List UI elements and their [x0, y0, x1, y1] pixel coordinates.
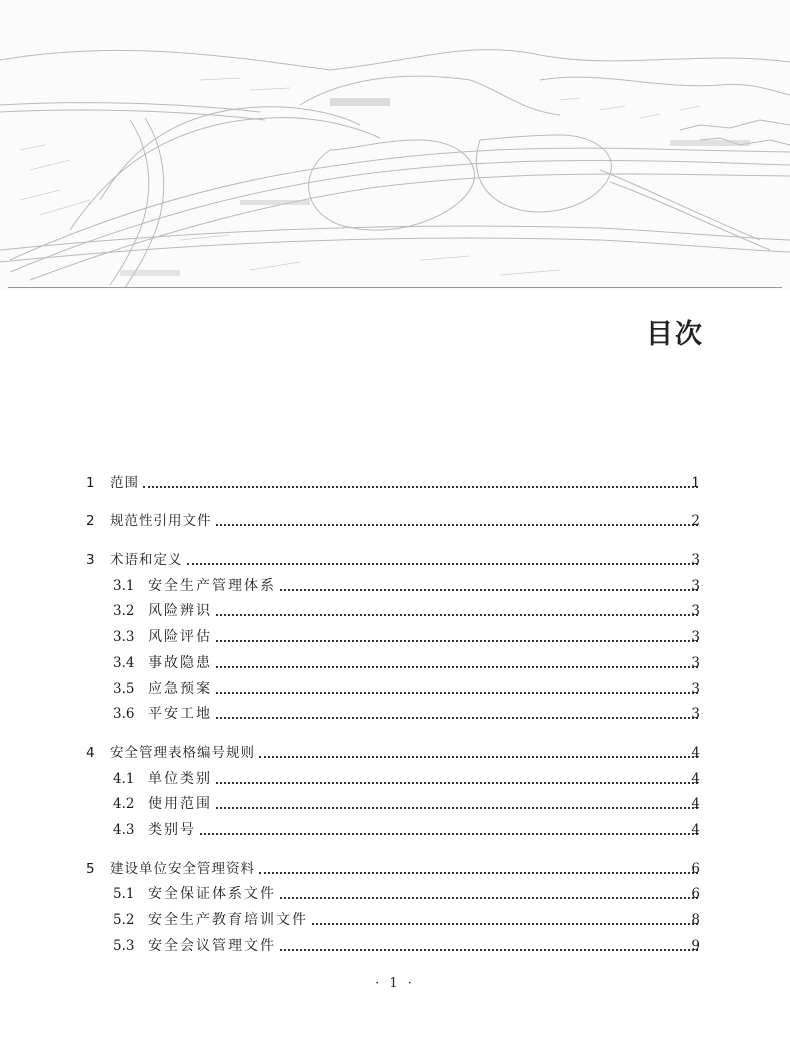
toc-entry-number: 5.2: [113, 912, 135, 928]
toc-entry-label: 使用范围: [148, 795, 216, 813]
banner-bottom-edge: [8, 287, 782, 288]
toc-entry-label: 规范性引用文件: [110, 512, 216, 530]
toc-entry-title-line: [110, 551, 698, 569]
toc-entry-page-number: 2: [691, 513, 700, 530]
toc-entry-title-line: [148, 937, 698, 955]
toc-entry-label: 风险辨识: [148, 602, 216, 620]
toc-entry-label: 单位类别: [148, 770, 216, 788]
toc-section-group: [0, 852, 790, 955]
toc-entry-label: 安全管理表格编号规则: [110, 744, 259, 762]
toc-entry-label: 安全会议管理文件: [148, 937, 280, 955]
toc-entry-page-number: 9: [691, 937, 700, 954]
toc-entry-title-line: [148, 680, 698, 698]
toc-subsection-entry[interactable]: [0, 903, 790, 929]
toc-section-entry[interactable]: [0, 505, 790, 531]
toc-entry-title-line: [110, 744, 698, 762]
toc-entry-number: 4: [86, 744, 95, 761]
table-of-contents: [0, 466, 790, 968]
toc-entry-number: 4.2: [113, 796, 135, 813]
toc-section-group: [0, 543, 790, 723]
toc-entry-page-number: 8: [691, 912, 700, 928]
toc-subsection-entry[interactable]: [0, 672, 790, 698]
toc-entry-number: 3.4: [113, 654, 135, 671]
toc-section-entry[interactable]: [0, 543, 790, 569]
toc-subsection-entry[interactable]: [0, 595, 790, 621]
toc-entry-label: 安全保证体系文件: [148, 885, 280, 903]
dot-leader: [216, 640, 698, 642]
toc-entry-title-line: [148, 911, 698, 929]
dot-leader: [216, 692, 698, 694]
toc-subsection-entry[interactable]: [0, 878, 790, 904]
toc-entry-title-line: [148, 628, 698, 646]
toc-subsection-entry[interactable]: [0, 698, 790, 724]
toc-entry-label: 范围: [110, 474, 143, 492]
dot-leader: [216, 807, 698, 809]
toc-subsection-entry[interactable]: [0, 620, 790, 646]
toc-entry-page-number: 3: [691, 552, 700, 569]
dot-leader: [216, 717, 698, 719]
toc-entry-page-number: 4: [691, 796, 700, 813]
toc-section-entry[interactable]: [0, 466, 790, 492]
toc-subsection-entry[interactable]: [0, 929, 790, 955]
dot-leader: [200, 833, 698, 835]
dot-leader: [280, 589, 698, 591]
toc-subsection-entry[interactable]: [0, 813, 790, 839]
toc-entry-page-number: 3: [691, 706, 700, 723]
toc-entry-title-line: [110, 512, 698, 530]
dot-leader: [216, 614, 698, 616]
toc-entry-label: 建设单位安全管理资料: [110, 860, 259, 878]
highway-interchange-banner-image: [0, 0, 790, 290]
dot-leader: [280, 949, 698, 951]
toc-entry-number: 5: [86, 860, 95, 877]
toc-entry-number: 3.3: [113, 629, 135, 646]
toc-entry-page-number: 6: [691, 886, 700, 903]
toc-entry-page-number: 4: [691, 821, 700, 838]
toc-entry-page-number: 3: [691, 629, 700, 646]
toc-entry-number: 3.2: [113, 603, 135, 620]
toc-entry-number: 3.1: [113, 577, 135, 594]
toc-entry-page-number: 3: [691, 577, 700, 594]
dot-leader: [280, 897, 698, 899]
dot-leader: [216, 666, 698, 668]
dot-leader: [216, 782, 698, 784]
interchange-sketch: [0, 0, 790, 290]
toc-entry-number: 5.1: [113, 886, 135, 903]
toc-entry-title-line: [148, 602, 698, 620]
toc-entry-page-number: 3: [691, 603, 700, 620]
toc-entry-title-line: [148, 654, 698, 672]
toc-entry-number: 4.1: [113, 770, 135, 787]
toc-entry-title-line: [148, 885, 698, 903]
toc-subsection-entry[interactable]: [0, 762, 790, 788]
page-title: 目次: [646, 319, 704, 350]
toc-entry-label: 风险评估: [148, 628, 216, 646]
toc-entry-number: 1: [86, 474, 95, 491]
toc-section-group: [0, 736, 790, 839]
toc-section-group: [0, 466, 790, 492]
toc-entry-number: 3: [86, 552, 95, 569]
toc-entry-label: 平安工地: [148, 705, 216, 723]
toc-subsection-entry[interactable]: [0, 646, 790, 672]
toc-entry-number: 5.3: [113, 937, 135, 954]
toc-subsection-entry[interactable]: [0, 569, 790, 595]
toc-entry-label: 术语和定义: [110, 551, 187, 569]
toc-entry-label: 安全生产教育培训文件: [148, 911, 312, 929]
dot-leader: [187, 563, 699, 565]
toc-entry-title-line: [148, 705, 698, 723]
toc-entry-title-line: [148, 770, 698, 788]
toc-entry-title-line: [148, 821, 698, 839]
toc-entry-number: 3.6: [113, 706, 135, 723]
toc-entry-label: 事故隐患: [148, 654, 216, 672]
toc-subsection-entry[interactable]: [0, 788, 790, 814]
toc-section-entry[interactable]: [0, 736, 790, 762]
toc-entry-title-line: [148, 577, 698, 595]
toc-entry-title-line: [148, 795, 698, 813]
page-number-footer: · 1 ·: [375, 976, 415, 991]
toc-entry-page-number: 4: [691, 770, 700, 787]
toc-entry-label: 类别号: [148, 821, 200, 839]
toc-entry-page-number: 3: [691, 654, 700, 671]
dot-leader: [259, 756, 698, 758]
toc-entry-title-line: [110, 474, 698, 492]
dot-leader: [216, 524, 699, 526]
toc-section-group: [0, 505, 790, 531]
dot-leader: [143, 486, 698, 488]
toc-entry-number: 2: [86, 513, 95, 530]
toc-entry-page-number: 4: [691, 744, 700, 761]
toc-entry-label: 应急预案: [148, 680, 216, 698]
toc-entry-number: 3.5: [113, 680, 135, 697]
toc-entry-page-number: 1: [691, 474, 700, 491]
toc-entry-number: 4.3: [113, 821, 135, 838]
toc-entry-page-number: 3: [691, 680, 700, 697]
toc-entry-title-line: [110, 860, 698, 878]
dot-leader: [312, 923, 698, 925]
dot-leader: [259, 872, 698, 874]
toc-section-entry[interactable]: [0, 852, 790, 878]
toc-entry-page-number: 6: [691, 860, 700, 877]
toc-entry-label: 安全生产管理体系: [148, 577, 280, 595]
